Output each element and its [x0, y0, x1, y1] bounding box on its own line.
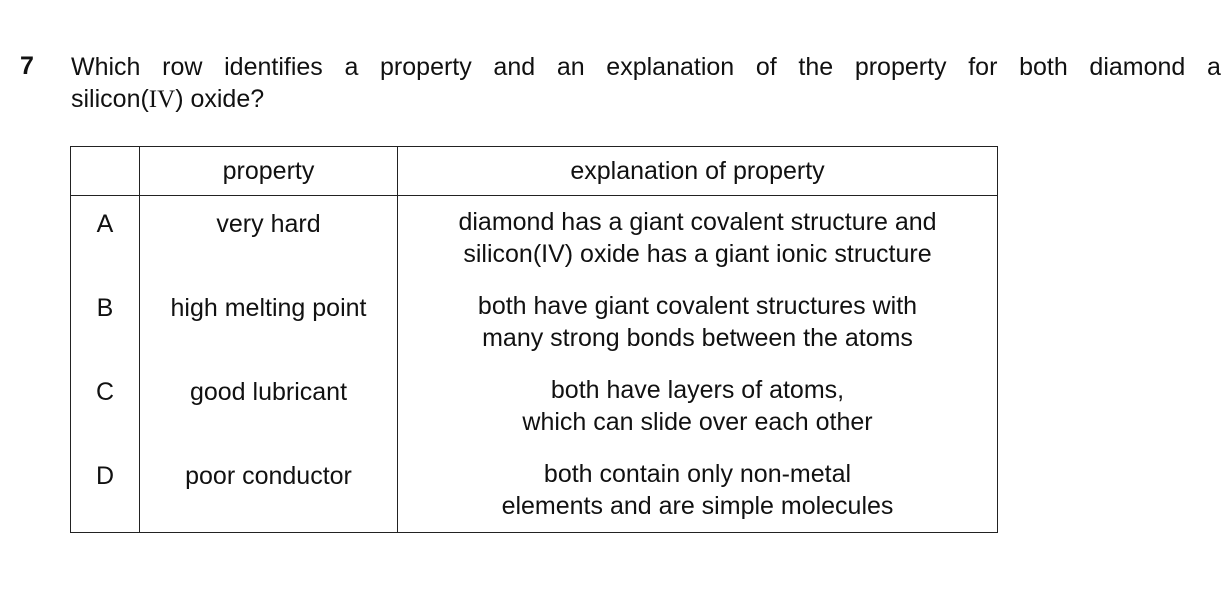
- question-word: property: [854, 53, 947, 81]
- option-row-c: [71, 364, 998, 448]
- question-word: row: [162, 53, 203, 81]
- roman-numeral: IV: [148, 86, 176, 113]
- explanation-line: elements and are simple molecules: [501, 492, 894, 520]
- option-property: good lubricant: [140, 364, 398, 448]
- question-word: the: [798, 53, 834, 81]
- question-number: 7: [20, 52, 34, 80]
- option-letter: A: [71, 196, 140, 281]
- question-word: and: [493, 53, 536, 81]
- option-letter: D: [71, 448, 140, 533]
- question-word: of: [755, 53, 777, 81]
- explanation-line: both have giant covalent structures with: [477, 292, 918, 320]
- option-letter: B: [71, 280, 140, 364]
- option-row-a: [71, 196, 998, 281]
- question-word: a: [1207, 53, 1221, 81]
- option-property: very hard: [140, 196, 398, 281]
- question-word: for: [968, 53, 998, 81]
- question-line-2-suffix: ) oxide?: [175, 85, 265, 113]
- header-property: property: [140, 147, 398, 196]
- question-word: a: [344, 53, 359, 81]
- option-explanation: [398, 196, 998, 281]
- explanation-line: many strong bonds between the atoms: [482, 324, 913, 352]
- explanation-line: which can slide over each other: [522, 408, 873, 436]
- option-row-b: [71, 280, 998, 364]
- question-word: an: [556, 53, 585, 81]
- question-line-2: [71, 83, 1204, 116]
- question-line-1: [71, 51, 1221, 83]
- option-row-d: [71, 448, 998, 533]
- option-explanation: [398, 448, 998, 533]
- header-explanation: explanation of property: [398, 147, 998, 196]
- option-explanation: [398, 280, 998, 364]
- question-text: [71, 51, 1221, 116]
- question-word: Which: [71, 53, 141, 81]
- explanation-line: silicon(IV) oxide has a giant ionic structure: [463, 240, 932, 268]
- option-letter: C: [71, 364, 140, 448]
- option-property: poor conductor: [140, 448, 398, 533]
- question-word: explanation: [606, 53, 735, 81]
- option-explanation: [398, 364, 998, 448]
- header-letter: [71, 147, 140, 196]
- option-property: high melting point: [140, 280, 398, 364]
- question-word: property: [380, 53, 472, 81]
- question-word: diamond: [1089, 53, 1186, 81]
- question-line-2-prefix: silicon(: [71, 85, 149, 113]
- answer-options-table: [70, 146, 998, 533]
- explanation-line: both have layers of atoms,: [550, 376, 845, 404]
- question-word: both: [1019, 53, 1068, 81]
- table-header-row: [71, 147, 998, 196]
- explanation-line: both contain only non-metal: [543, 460, 852, 488]
- explanation-line: diamond has a giant covalent structure and: [458, 208, 937, 236]
- question-word: identifies: [224, 53, 323, 81]
